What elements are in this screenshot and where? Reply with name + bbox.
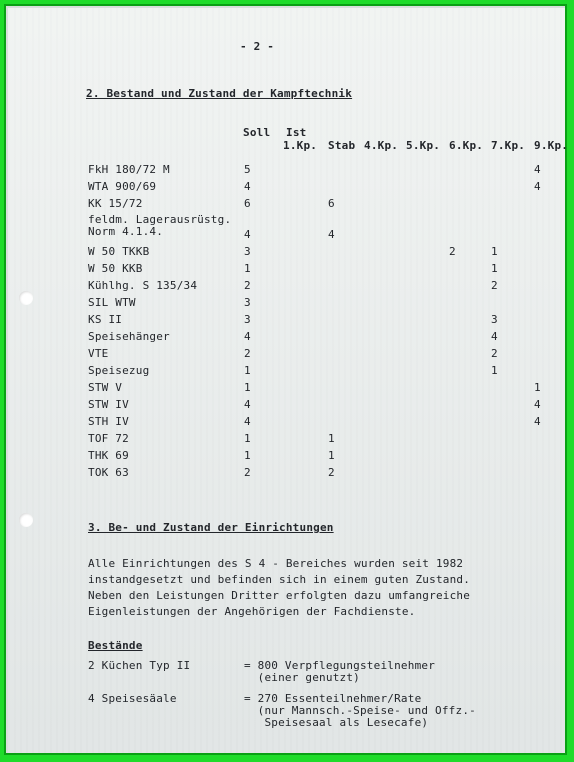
row-name: KK 15/72 [88, 197, 143, 210]
header-stab: Stab [328, 139, 356, 152]
table-row [8, 214, 565, 244]
row-name: Speisezug [88, 364, 150, 377]
table-row [8, 296, 565, 312]
table-row [8, 180, 565, 196]
row-soll: 4 [244, 398, 251, 411]
row-7kp: 1 [491, 262, 498, 275]
row-soll: 4 [244, 415, 251, 428]
header-ist: Ist [286, 126, 307, 139]
table-row [8, 245, 565, 261]
row-soll: 1 [244, 262, 251, 275]
row-name: VTE [88, 347, 109, 360]
table-row [8, 364, 565, 380]
row-soll: 4 [244, 180, 251, 193]
row-soll: 2 [244, 466, 251, 479]
row-soll: 3 [244, 296, 251, 309]
list-item-value: = 270 Essenteilnehmer/Rate [244, 692, 422, 705]
paragraph-line: Neben den Leistungen Dritter erfolgten dazu umfangreiche [88, 589, 471, 602]
row-9kp: 4 [534, 415, 541, 428]
row-name: KS II [88, 313, 123, 326]
paragraph-line: instandgesetzt und befinden sich in einem guten Zustand. [88, 573, 471, 586]
row-name: TOF 72 [88, 432, 129, 445]
row-name: Speisehänger [88, 330, 170, 343]
table-row [8, 432, 565, 448]
row-soll: 2 [244, 347, 251, 360]
table-row [8, 415, 565, 431]
row-name: THK 69 [88, 449, 129, 462]
row-soll: 5 [244, 163, 251, 176]
row-soll: 1 [244, 381, 251, 394]
row-name: feldm. Lagerausrüstg. Norm 4.1.4. [88, 213, 232, 238]
table-row [8, 313, 565, 329]
row-1kp: 1 [328, 449, 335, 462]
row-soll: 4 [244, 330, 251, 343]
row-7kp: 2 [491, 347, 498, 360]
section-2-title: 2. Bestand und Zustand der Kampftechnik [86, 87, 353, 100]
row-soll: 3 [244, 245, 251, 258]
row-soll: 3 [244, 313, 251, 326]
row-name: WTA 900/69 [88, 180, 157, 193]
table-row [8, 398, 565, 414]
header-9kp: 9.Kp. [534, 139, 569, 152]
row-7kp: 3 [491, 313, 498, 326]
page-number: - 2 - [240, 40, 275, 53]
row-9kp: 1 [534, 381, 541, 394]
header-soll: Soll [243, 126, 271, 139]
header-4kp: 4.Kp. [364, 139, 399, 152]
row-name: W 50 KKB [88, 262, 143, 275]
row-1kp: 1 [328, 432, 335, 445]
row-name: SIL WTW [88, 296, 136, 309]
row-7kp: 2 [491, 279, 498, 292]
row-soll: 1 [244, 432, 251, 445]
row-7kp: 1 [491, 364, 498, 377]
table-row [8, 381, 565, 397]
row-7kp: 1 [491, 245, 498, 258]
table-row [8, 330, 565, 346]
row-stab: 4 [328, 228, 335, 241]
section-3-title: 3. Be- und Zustand der Einrichtungen [88, 521, 334, 534]
row-1kp: 2 [328, 466, 335, 479]
table-row [8, 279, 565, 295]
row-soll: 1 [244, 449, 251, 462]
row-9kp: 4 [534, 180, 541, 193]
row-name: STW IV [88, 398, 129, 411]
row-name: W 50 TKKB [88, 245, 150, 258]
row-6kp: 2 [449, 245, 456, 258]
document-page [8, 8, 569, 753]
row-9kp: 4 [534, 163, 541, 176]
row-soll: 6 [244, 197, 251, 210]
row-soll: 4 [244, 228, 251, 241]
subheading-bestaende: Bestände [88, 639, 143, 652]
table-row [8, 449, 565, 465]
row-soll: 1 [244, 364, 251, 377]
row-soll: 2 [244, 279, 251, 292]
list-item-value: = 800 Verpflegungsteilnehmer [244, 659, 436, 672]
list-item-label: 4 Speisesäale [88, 692, 177, 705]
row-7kp: 4 [491, 330, 498, 343]
list-item-value: Speisesaal als Lesecafe) [244, 716, 429, 729]
row-stab: 6 [328, 197, 335, 210]
table-row [8, 262, 565, 278]
table-row [8, 163, 565, 179]
row-name: TOK 63 [88, 466, 129, 479]
list-item-value: (einer genutzt) [244, 671, 360, 684]
row-name: STW V [88, 381, 123, 394]
row-name: STH IV [88, 415, 129, 428]
punch-hole-bottom [19, 513, 33, 527]
header-7kp: 7.Kp. [491, 139, 526, 152]
list-item-label: 2 Küchen Typ II [88, 659, 191, 672]
table-row [8, 197, 565, 213]
header-1kp: 1.Kp. [283, 139, 318, 152]
row-name: FkH 180/72 M [88, 163, 170, 176]
row-9kp: 4 [534, 398, 541, 411]
row-name: Kühlhg. S 135/34 [88, 279, 198, 292]
table-row [8, 466, 565, 482]
header-6kp: 6.Kp. [449, 139, 484, 152]
list-item-value: (nur Mannsch.-Speise- und Offz.- [244, 704, 476, 717]
header-5kp: 5.Kp. [406, 139, 441, 152]
paragraph-line: Eigenleistungen der Angehörigen der Fachdienste. [88, 605, 416, 618]
table-row [8, 347, 565, 363]
paragraph-line: Alle Einrichtungen des S 4 - Bereiches wurden seit 1982 [88, 557, 464, 570]
